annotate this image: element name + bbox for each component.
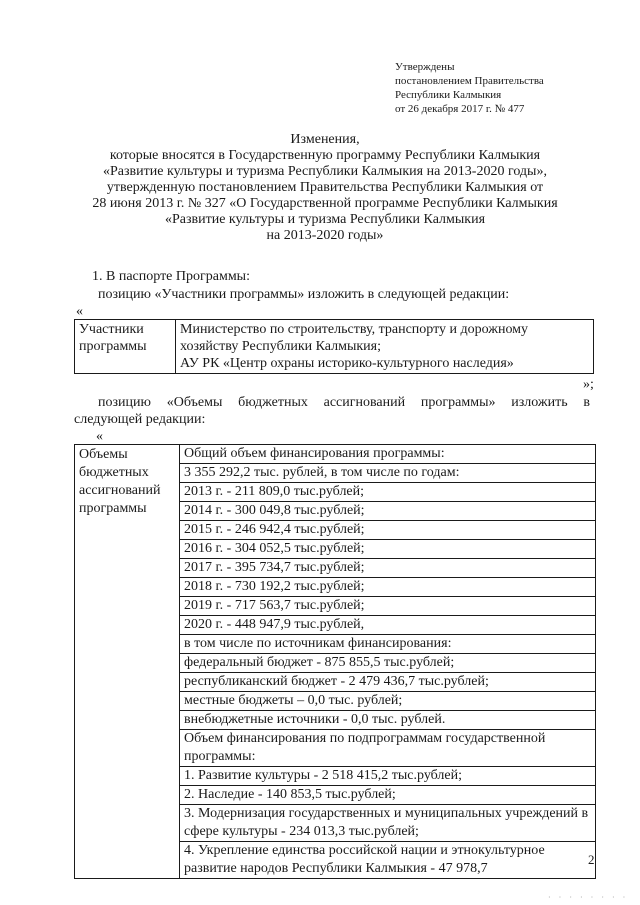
budget-row: 2017 г. - 395 734,7 тыс.рублей; <box>180 559 595 578</box>
title-line: Изменения, <box>290 132 360 147</box>
budget-row: в том числе по источникам финансирования: <box>180 635 595 654</box>
budget-row: федеральный бюджет - 875 855,5 тыс.рублей; <box>180 654 595 673</box>
budget-table <box>74 444 596 879</box>
section-heading: 1. В паспорте Программы: <box>92 269 250 284</box>
participant-line: хозяйству Республики Калмыкия; <box>180 339 381 354</box>
title-line: которые вносятся в Государственную программу Республики Калмыкия <box>109 148 541 163</box>
approval-line: постановлением Правительства <box>395 75 544 87</box>
participants-label: Участники программы <box>75 320 176 374</box>
budget-row: 2016 г. - 304 052,5 тыс.рублей; <box>180 540 595 559</box>
approval-line: Утверждены <box>395 61 455 73</box>
budget-row: 2018 г. - 730 192,2 тыс.рублей; <box>180 578 595 597</box>
participant-line: АУ РК «Центр охраны историко-культурного наследия» <box>180 356 514 371</box>
budget-value <box>180 445 596 879</box>
budget-row: 4. Укрепление единства российской нации и этнокультурное развитие народов Республики Калмыкия - 47 978,7 <box>184 843 545 876</box>
title-line: 28 июня 2013 г. № 327 «О Государственной программе Республики Калмыкия <box>92 196 558 211</box>
item-intro-continued: следующей редакции: <box>74 412 206 427</box>
document-title <box>40 132 610 244</box>
budget-row: внебюджетные источники - 0,0 тыс. рублей. <box>180 711 595 730</box>
item-intro: позицию «Участники программы» изложить в следующей редакции: <box>98 287 510 302</box>
title-line: на 2013-2020 годы» <box>266 228 384 243</box>
approval-line: от 26 декабря 2017 г. № 477 <box>395 103 525 115</box>
budget-row: 3. Модернизация государственных и муниципальных учреждений в сфере культуры - 234 013,3 тыс.рублей; <box>180 805 595 842</box>
budget-row: Общий объем финансирования программы: <box>180 445 595 464</box>
footer-dots: · · · · · · · · <box>548 893 629 902</box>
page-number: 2 <box>588 852 595 867</box>
budget-row: 2015 г. - 246 942,4 тыс.рублей; <box>180 521 595 540</box>
budget-row: 2019 г. - 717 563,7 тыс.рублей; <box>180 597 595 616</box>
approval-stamp <box>395 60 625 116</box>
approval-line: Республики Калмыкия <box>395 89 502 101</box>
budget-row: 2013 г. - 211 809,0 тыс.рублей; <box>180 483 595 502</box>
budget-label: Объемы бюджетных ассигнований программы <box>75 445 180 879</box>
budget-row: 2020 г. - 448 947,9 тыс.рублей, <box>180 616 595 635</box>
budget-row: местные бюджеты – 0,0 тыс. рублей; <box>180 692 595 711</box>
budget-row: Объем финансирования по подпрограммам государственной программы: <box>180 730 595 767</box>
open-quote: « <box>96 429 103 444</box>
close-quote: »; <box>583 377 594 392</box>
budget-row: 2014 г. - 300 049,8 тыс.рублей; <box>180 502 595 521</box>
title-line: утвержденную постановлением Правительства Республики Калмыкия от <box>106 180 544 195</box>
budget-row: 2. Наследие - 140 853,5 тыс.рублей; <box>180 786 595 805</box>
open-quote: « <box>76 304 83 319</box>
participants-table <box>74 319 594 374</box>
budget-row: 3 355 292,2 тыс. рублей, в том числе по годам: <box>180 464 595 483</box>
participant-line: Министерство по строительству, транспорту и дорожному <box>180 322 529 337</box>
budget-row: 1. Развитие культуры - 2 518 415,2 тыс.рублей; <box>180 767 595 786</box>
item-intro: позицию «Объемы бюджетных ассигнований программы» изложить в <box>98 395 590 410</box>
participants-value <box>176 320 594 374</box>
budget-row: республиканский бюджет - 2 479 436,7 тыс.рублей; <box>180 673 595 692</box>
title-line: «Развитие культуры и туризма Республики Калмыкия на 2013-2020 годы», <box>103 164 547 179</box>
title-line: «Развитие культуры и туризма Республики Калмыкия <box>164 212 486 227</box>
